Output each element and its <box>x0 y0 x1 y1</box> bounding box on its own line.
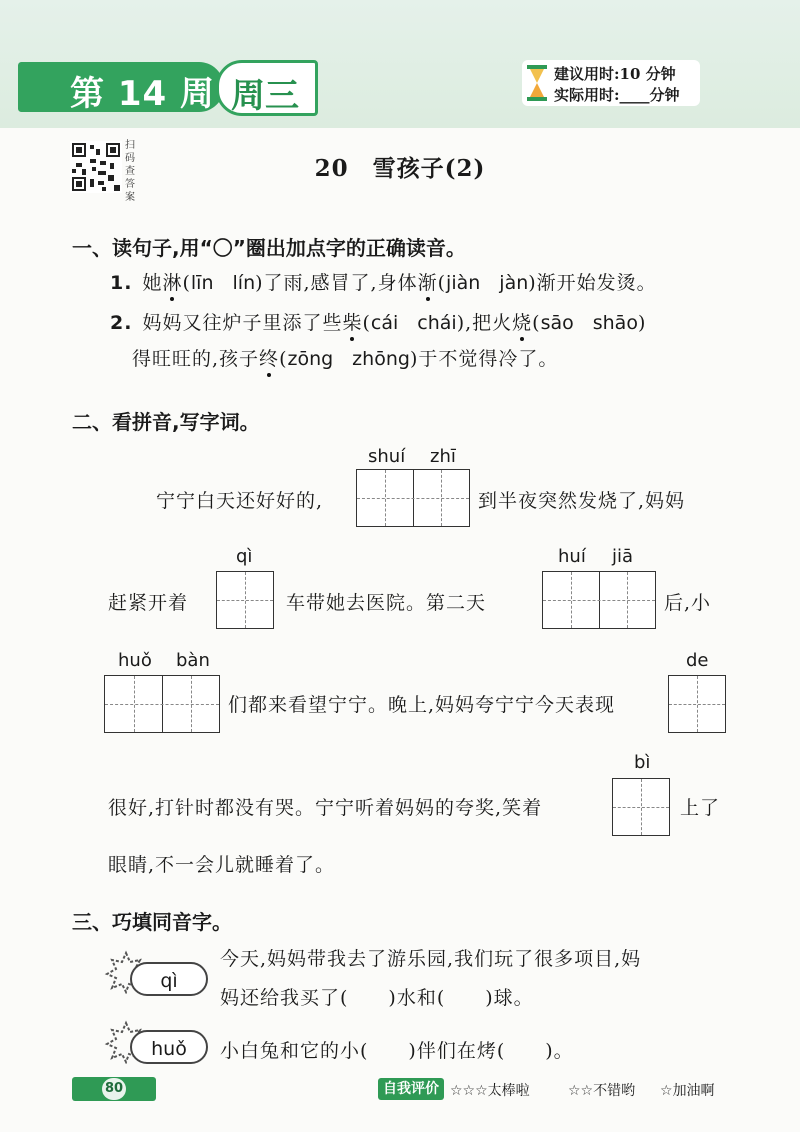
pinyin-label: huǒ <box>118 650 152 671</box>
pinyin-label: bàn <box>176 650 210 671</box>
rating-good[interactable] <box>568 1080 635 1100</box>
writing-box-bi[interactable] <box>612 778 670 836</box>
page-number-badge <box>72 1077 156 1101</box>
text: 妈妈又往炉子里添了些 <box>142 312 343 334</box>
writing-box-huijia[interactable] <box>542 571 656 629</box>
pinyin-label: jiā <box>612 546 634 567</box>
rating-keep[interactable] <box>660 1080 715 1100</box>
week-label: 第 14 周 <box>70 74 215 114</box>
star-icon: ☆ <box>660 1083 673 1099</box>
self-eval-label: 自我评价 <box>378 1078 444 1100</box>
s2-line5a: 眼睛,不一会儿就睡着了。 <box>108 854 336 876</box>
text: )于不觉得冷了。 <box>409 348 559 370</box>
text: 她 <box>142 272 163 294</box>
pinyin-options[interactable]: jiàn jàn <box>446 272 529 294</box>
text: ),把火 <box>456 312 513 334</box>
header-band <box>0 0 800 128</box>
writing-box-de[interactable] <box>668 675 726 733</box>
text: ( <box>532 312 541 334</box>
text: ( <box>279 348 288 370</box>
writing-box-qi[interactable] <box>216 571 274 629</box>
pinyin-label: bì <box>634 752 651 773</box>
writing-box-huoban[interactable] <box>104 675 220 733</box>
text: )渐开始发烫。 <box>528 272 657 294</box>
suggested-time: 建议用时:10 分钟 <box>554 65 676 83</box>
dotted-char: 烧 <box>512 308 532 335</box>
s2-line3a: 们都来看望宁宁。晚上,妈妈夸宁宁今天表现 <box>228 694 616 716</box>
s3-g2-line1[interactable]: 小白兔和它的小( )伴们在烤( )。 <box>220 1040 574 1062</box>
text: )了雨,感冒了,身体 <box>255 272 418 294</box>
s2-line2c: 后,小 <box>664 592 712 614</box>
pinyin-label: shuí <box>368 446 406 467</box>
text: ( <box>182 272 191 294</box>
week-badge <box>18 62 224 112</box>
s3-g1-line2[interactable]: 妈还给我买了( )水和( )球。 <box>220 987 534 1009</box>
lesson-title: 20 雪孩子(2) <box>314 155 486 182</box>
rating-great[interactable] <box>450 1080 530 1100</box>
star-icon: ☆☆ <box>568 1083 594 1099</box>
text: ( <box>437 272 447 294</box>
pinyin-options[interactable]: līn lín <box>190 272 256 294</box>
s1-item2-cont <box>132 344 558 371</box>
section1-heading: 一、读句子,用“〇”圈出加点字的正确读音。 <box>72 236 466 260</box>
s2-line2a: 赶紧开着 <box>108 592 189 614</box>
item-number: 2. <box>110 312 133 334</box>
s3-g1-line1: 今天,妈妈带我去了游乐园,我们玩了很多项目,妈 <box>220 948 642 970</box>
section3-heading: 三、巧填同音字。 <box>72 910 232 934</box>
s2-line4a: 很好,打针时都没有哭。宁宁听着妈妈的夸奖,笑着 <box>108 797 543 819</box>
pinyin-pill-huo: huǒ <box>130 1030 208 1064</box>
rating-label: 加油啊 <box>672 1083 715 1099</box>
qr-label: 扫码查答案 <box>125 140 135 203</box>
pinyin-label: qì <box>236 546 253 567</box>
star-icon: ☆☆☆ <box>450 1083 488 1099</box>
pinyin-label: huí <box>558 546 586 567</box>
text: ) <box>637 312 647 334</box>
page-number: 80 <box>102 1078 126 1100</box>
writing-box-shuizhi[interactable] <box>356 469 470 527</box>
dotted-char: 渐 <box>418 268 438 295</box>
s1-item2 <box>110 308 646 335</box>
dotted-char: 终 <box>259 344 279 371</box>
section2-heading: 二、看拼音,写字词。 <box>72 410 260 434</box>
s2-line2b: 车带她去医院。第二天 <box>286 592 487 614</box>
pinyin-options[interactable]: sāo shāo <box>540 312 638 334</box>
s2-line1b: 到半夜突然发烧了,妈妈 <box>478 490 686 512</box>
dotted-char: 柴 <box>342 308 362 335</box>
time-box <box>522 60 700 106</box>
hourglass-icon <box>526 64 548 102</box>
s2-line1a: 宁宁白天还好好的, <box>156 490 324 512</box>
actual-time: 实际用时:____分钟 <box>554 86 680 104</box>
text: 得旺旺的,孩子 <box>132 348 260 370</box>
pinyin-label: de <box>686 650 709 671</box>
s2-line4b: 上了 <box>680 797 721 819</box>
pinyin-options[interactable]: cái chái <box>370 312 457 334</box>
rating-label: 不错哟 <box>593 1083 636 1099</box>
text: ( <box>362 312 371 334</box>
pinyin-options[interactable]: zōng zhōng <box>287 348 410 370</box>
pinyin-label: zhī <box>430 446 456 467</box>
s1-item1 <box>110 268 657 295</box>
dotted-char: 淋 <box>162 268 182 295</box>
pinyin-pill-qi: qì <box>130 962 208 996</box>
day-badge <box>216 60 318 116</box>
day-label: 周三 <box>231 76 299 116</box>
rating-label: 太棒啦 <box>487 1083 530 1099</box>
item-number: 1. <box>110 272 133 294</box>
